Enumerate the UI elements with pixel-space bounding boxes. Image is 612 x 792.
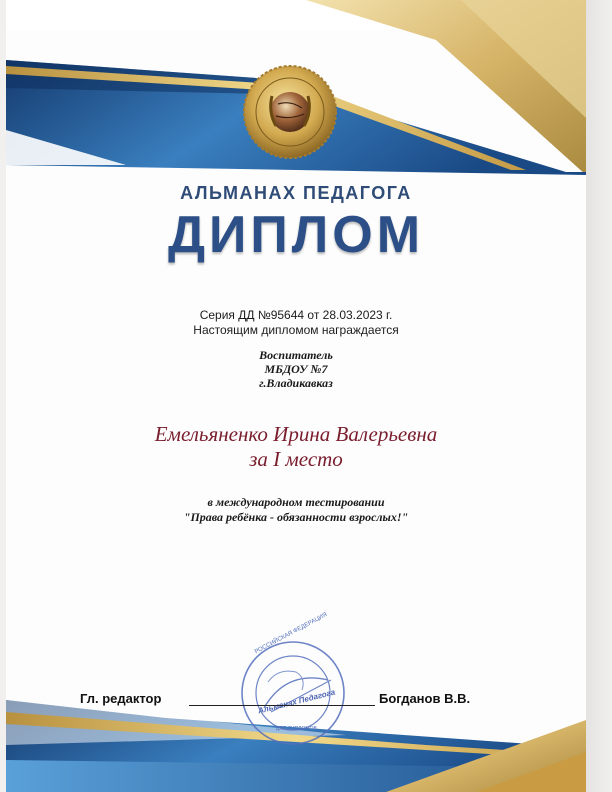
stamp-ring-text: РОССИЙСКАЯ ФЕДЕРАЦИЯ xyxy=(254,611,329,656)
seal-emblem xyxy=(244,66,336,158)
recipient-position: Воспитатель xyxy=(259,348,333,362)
recipient-institution: МБДОУ №7 xyxy=(264,362,328,376)
stamp-center-text: Альманах Педагога xyxy=(257,687,337,716)
signatory-role: Гл. редактор xyxy=(80,691,162,706)
signatory-name: Богданов В.В. xyxy=(379,691,471,706)
event-line-1: в международном тестировании xyxy=(207,495,385,509)
scan-margin xyxy=(586,0,612,792)
recipient-name: Емельяненко Ирина Валерьевна xyxy=(154,422,438,446)
series-line: Серия ДД №95644 от 28.03.2023 г. xyxy=(199,308,393,322)
recipient-city: г.Владикавказ xyxy=(259,376,333,390)
diploma-page xyxy=(6,0,586,792)
document-title: ДИПЛОМ xyxy=(167,206,425,264)
stamp-bottom-text: ДЛЯ ДИПЛОМОВ xyxy=(276,726,317,732)
decorative-background xyxy=(6,0,586,792)
event-line-2: "Права ребёнка - обязанности взрослых!" xyxy=(183,510,409,524)
signature-line xyxy=(189,705,375,706)
organization-name: АЛЬМАНАХ ПЕДАГОГА xyxy=(180,183,412,203)
award-line: Настоящим дипломом награждается xyxy=(193,323,399,337)
award-place: за I место xyxy=(249,447,343,471)
